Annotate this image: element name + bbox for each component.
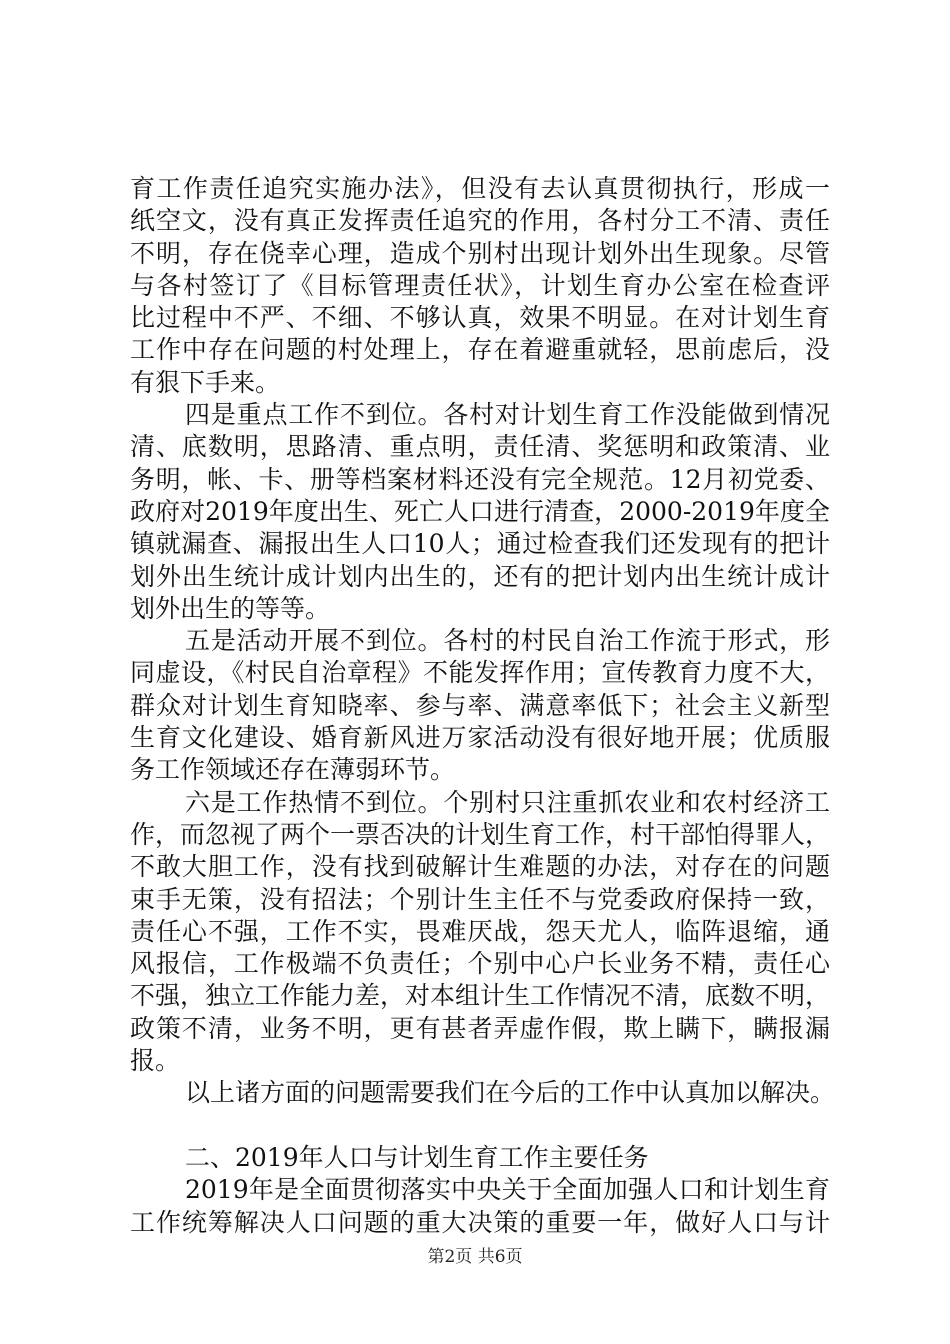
text-line: 有狠下手来。 xyxy=(130,367,281,397)
text-line: 务明，帐、卡、册等档案材料还没有完全规范。12月初党委、 xyxy=(130,464,830,494)
text-line: 清、底数明，思路清、重点明，责任清、奖惩明和政策清、业 xyxy=(130,432,830,462)
text-line: 政策不清，业务不明，更有甚者弄虚作假，欺上瞒下，瞒报漏 xyxy=(130,1013,830,1043)
text-line: 育工作责任追究实施办法》，但没有去认真贯彻执行，形成一 xyxy=(130,174,830,203)
text-line: 镇就漏查、漏报出生人口10人；通过检查我们还发现有的把计 xyxy=(130,529,830,559)
text-line: 划外出生统计成计划内出生的，还有的把计划内出生统计成计 xyxy=(130,561,830,591)
text-line: 束手无策，没有招法；个别计生主任不与党委政府保持一致， xyxy=(130,884,830,914)
text-line: 不敢大胆工作，没有找到破解计生难题的办法，对存在的问题 xyxy=(130,852,830,882)
text-line: 以上诸方面的问题需要我们在今后的工作中认真加以解决。 xyxy=(185,1078,836,1108)
text-line: 工作统筹解决人口问题的重大决策的重要一年，做好人口与计 xyxy=(130,1207,830,1237)
text-line: 报。 xyxy=(130,1046,181,1076)
text-line: 不明，存在侥幸心理，造成个别村出现计划外出生现象。尽管 xyxy=(130,238,830,268)
text-line: 纸空文，没有真正发挥责任追究的作用，各村分工不清、责任 xyxy=(130,206,830,236)
text-line: 责任心不强，工作不实，畏难厌战，怨天尤人，临阵退缩，通 xyxy=(130,916,830,946)
text-line: 作，而忽视了两个一票否决的计划生育工作，村干部怕得罪人， xyxy=(130,819,831,849)
page-footer: 第2页 共6页 xyxy=(427,1247,523,1267)
paragraph-spacer xyxy=(130,1110,830,1142)
text-line: 风报信，工作极端不负责任；个别中心户长业务不精，责任心 xyxy=(130,949,830,979)
text-line: 与各村签订了《目标管理责任状》，计划生育办公室在检查评 xyxy=(130,270,830,300)
text-line: 生育文化建设、婚育新风进万家活动没有很好地开展；优质服 xyxy=(130,723,830,753)
text-line: 六是工作热情不到位。个别村只注重抓农业和农村经济工 xyxy=(185,787,830,817)
text-line: 政府对2019年度出生、死亡人口进行清查，2000-2019年度全 xyxy=(130,496,830,526)
text-line: 四是重点工作不到位。各村对计划生育工作没能做到情况 xyxy=(185,400,830,430)
text-line: 务工作领域还存在薄弱环节。 xyxy=(130,755,456,785)
text-line: 群众对计划生育知晓率、参与率、满意率低下；社会主义新型 xyxy=(130,690,830,720)
text-line: 五是活动开展不到位。各村的村民自治工作流于形式，形 xyxy=(185,626,830,656)
text-line: 2019年是全面贯彻落实中央关于全面加强人口和计划生育 xyxy=(185,1175,830,1205)
text-line: 比过程中不严、不细、不够认真，效果不明显。在对计划生育 xyxy=(130,303,830,333)
text-line: 不强，独立工作能力差，对本组计生工作情况不清，底数不明， xyxy=(130,981,831,1011)
text-line: 同虚设，《村民自治章程》不能发挥作用；宣传教育力度不大， xyxy=(130,658,830,688)
text-line: 工作中存在问题的村处理上，存在着避重就轻，思前虑后，没 xyxy=(130,335,830,365)
document-body xyxy=(130,173,836,1239)
text-line: 划外出生的等等。 xyxy=(130,593,331,623)
text-line: 二、2019年人口与计划生育工作主要任务 xyxy=(185,1142,649,1172)
